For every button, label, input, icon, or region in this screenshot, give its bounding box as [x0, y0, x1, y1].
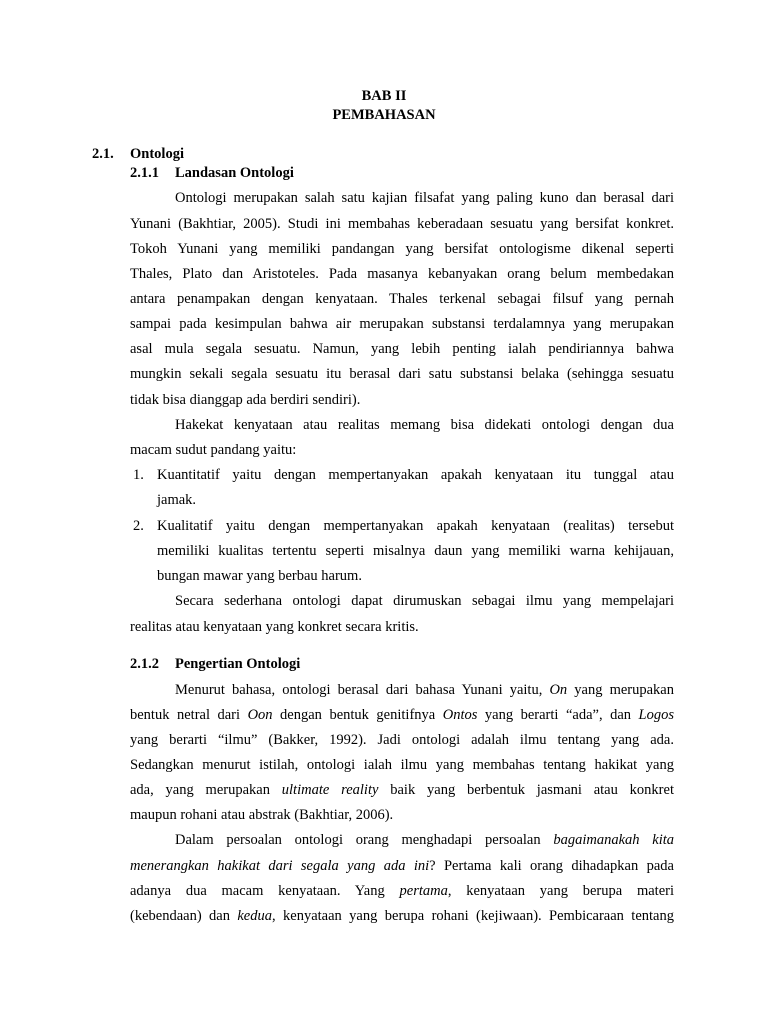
- paragraph-line: Yunani (Bakhtiar, 2005). Studi ini membahas keberadaan sesuatu yang bersifat konkret.: [130, 216, 674, 232]
- paragraph-line: yang berarti “ilmu” (Bakker, 1992). Jadi ontologi adalah ilmu tentang yang ada.: [130, 732, 674, 748]
- paragraph-line: Menurut bahasa, ontologi berasal dari bahasa Yunani yaitu, On yang merupakan: [175, 682, 674, 698]
- paragraph-line: sampai pada kesimpulan bahwa air merupakan substansi terdalamnya yang merupakan: [130, 316, 674, 332]
- paragraph-line: tidak bisa dianggap ada berdiri sendiri).: [130, 392, 361, 408]
- paragraph-line: Dalam persoalan ontologi orang menghadapi persoalan bagaimanakah kita: [175, 832, 674, 848]
- paragraph-line: bentuk netral dari Oon dengan bentuk genitifnya Ontos yang berarti “ada”, dan Logos: [130, 707, 675, 723]
- paragraph-line: Sedangkan menurut istilah, ontologi ialah ilmu yang membahas tentang hakikat yang: [130, 757, 674, 773]
- subsection-number: 2.1.2: [130, 656, 159, 672]
- subsection-title: Pengertian Ontologi: [175, 656, 301, 672]
- paragraph-line: maupun rohani atau abstrak (Bakhtiar, 2006).: [130, 807, 394, 823]
- chapter-label: BAB II: [361, 88, 407, 104]
- paragraph-line: Tokoh Yunani yang memiliki pandangan yang bersifat ontologisme dikenal seperti: [130, 241, 674, 257]
- list-item-line: memiliki kualitas tertentu seperti misalnya daun yang memiliki warna kehijauan,: [157, 543, 674, 559]
- subsection-number: 2.1.1: [130, 165, 159, 181]
- list-number: 2.: [133, 518, 144, 534]
- subsection-title: Landasan Ontologi: [175, 165, 294, 181]
- paragraph-line: asal mula segala sesuatu. Namun, yang lebih penting ialah pendiriannya bahwa: [130, 341, 674, 357]
- paragraph-line: ada, yang merupakan ultimate reality baik yang berbentuk jasmani atau konkret: [130, 782, 674, 798]
- paragraph-line: realitas atau kenyataan yang konkret secara kritis.: [130, 619, 419, 635]
- paragraph-line: Thales, Plato dan Aristoteles. Pada masanya kebanyakan orang belum membedakan: [130, 266, 674, 282]
- section-title: Ontologi: [130, 146, 184, 162]
- paragraph-line: Hakekat kenyataan atau realitas memang bisa didekati ontologi dengan dua: [175, 417, 674, 433]
- paragraph-line: antara penampakan dengan kenyataan. Thales terkenal sebagai filsuf yang pernah: [130, 291, 674, 307]
- section-heading: [92, 146, 184, 163]
- list-item-line: Kuantitatif yaitu dengan mempertanyakan apakah kenyataan itu tunggal atau: [157, 467, 674, 483]
- chapter-title: PEMBAHASAN: [332, 107, 436, 123]
- list-item-line: Kualitatif yaitu dengan mempertanyakan apakah kenyataan (realitas) tersebut: [157, 518, 674, 534]
- subsection-heading-2: [130, 656, 300, 673]
- paragraph-line: Ontologi merupakan salah satu kajian filsafat yang paling kuno dan berasal dari: [175, 190, 674, 206]
- list-item-line: jamak.: [157, 492, 197, 508]
- list-number: 1.: [133, 467, 144, 483]
- paragraph-line: macam sudut pandang yaitu:: [130, 442, 297, 458]
- paragraph-line: menerangkan hakikat dari segala yang ada ini? Pertama kali orang dihadapkan pada: [130, 858, 674, 874]
- paragraph-line: adanya dua macam kenyataan. Yang pertama, kenyataan yang berupa materi: [130, 883, 674, 899]
- paragraph-line: Secara sederhana ontologi dapat dirumuskan sebagai ilmu yang mempelajari: [175, 593, 674, 609]
- paragraph-line: (kebendaan) dan kedua, kenyataan yang berupa rohani (kejiwaan). Pembicaraan tentang: [130, 908, 674, 924]
- section-number: 2.1.: [92, 146, 114, 162]
- paragraph-line: mungkin sekali segala sesuatu itu berasal dari satu substansi belaka (sehingga sesuatu: [130, 366, 674, 382]
- subsection-heading-1: [130, 165, 294, 182]
- list-item-line: bungan mawar yang berbau harum.: [157, 568, 362, 584]
